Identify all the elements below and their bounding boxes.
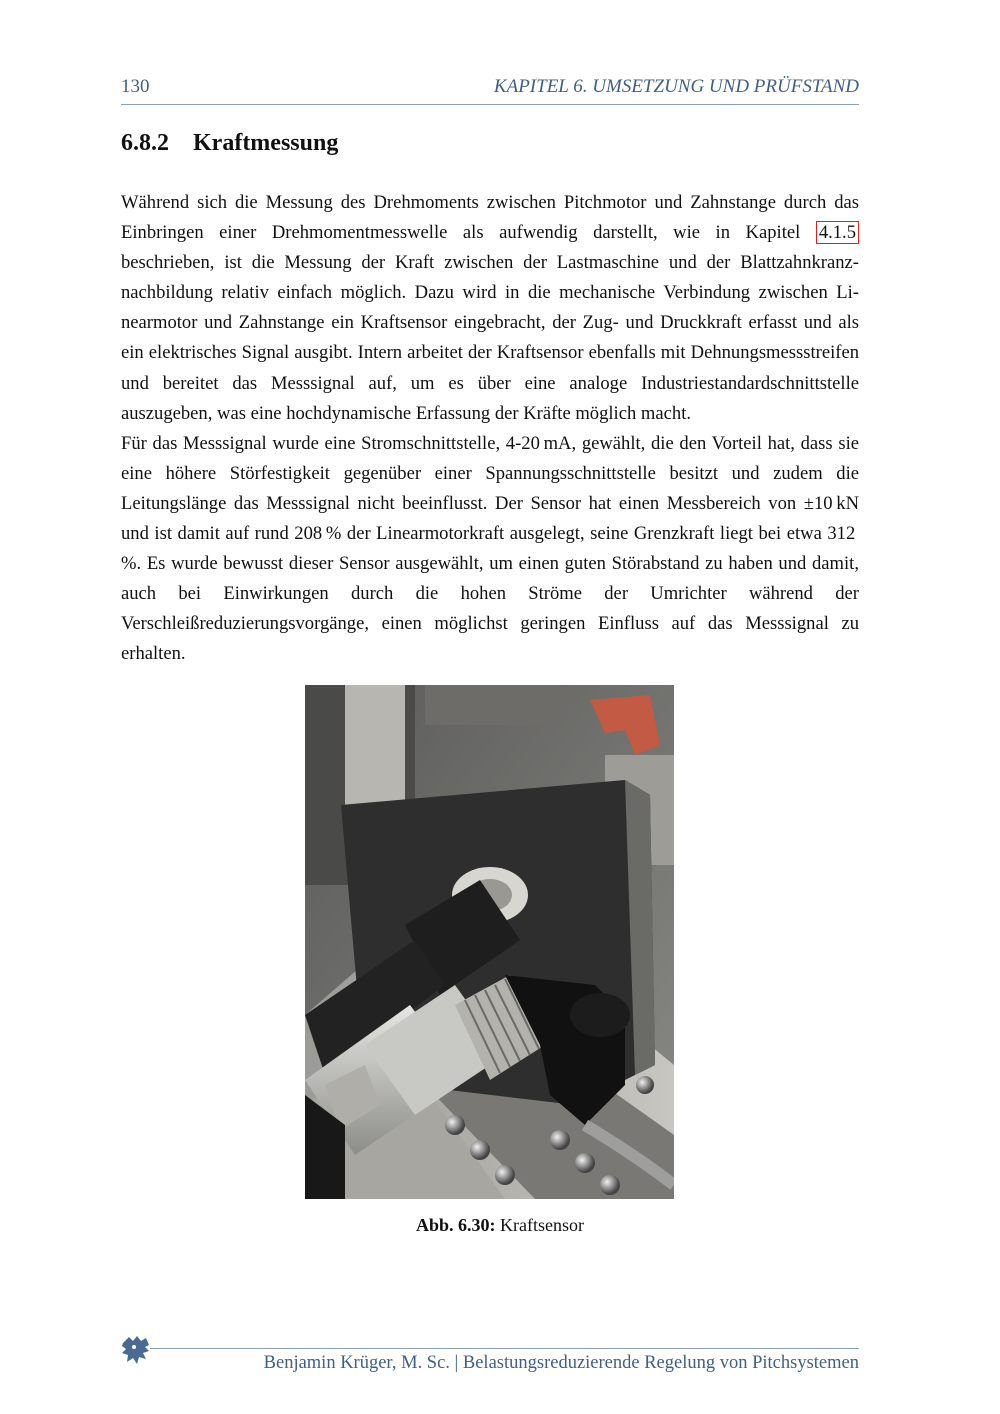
chapter-reference-link[interactable]: 4.1.5	[816, 221, 859, 244]
paragraph-1	[121, 188, 859, 429]
figure-caption-text: Kraftsensor	[500, 1215, 584, 1235]
paragraph-2: Für das Messsignal wurde eine Stromschnittstelle, 4-20 mA, gewählt, die den Vorteil hat, dass sie eine höhere Störfestigkeit gegenüber einer Spannungsschnittstelle besitzt und zudem die Leitungslänge das Messsignal nicht beeinflusst. Der Sensor hat einen Messbereich von ±10 kN und ist damit auf rund 208 % der Linearmotorkraft ausgelegt, seine Grenzkraft liegt bei etwa 312 %. Es wurde bewusst dieser Sensor ausgewählt, um einen guten Störabstand zu haben und damit, auch bei Einwirkungen durch die hohen Ströme der Umrichter während der Verschleißreduzierungsvorgänge, einen möglichst geringen Einfluss auf das Messsignal zu erhalten.	[121, 432, 859, 665]
footer-text: Benjamin Krüger, M. Sc. | Belastungsreduzierende Regelung von Pitchsystemen	[263, 1353, 859, 1373]
section-number: 6.8.2	[121, 130, 169, 156]
chapter-title: KAPITEL 6. UMSETZUNG UND PRÜFSTAND	[493, 76, 859, 97]
page-number: 130	[121, 76, 150, 97]
footer-rule	[150, 1348, 859, 1349]
paragraph-1-text-b: beschrieben, ist die Messung der Kraft zwischen der Lastmaschine und der Blattzahnkranznachbildung relativ einfach möglich. Dazu wird in die mechanische Verbindung zwischen Linearmotor und Zahnstange ein Kraftsensor eingebracht, der Zug- und Druckkraft erfasst und als ein elektrisches Signal ausgibt. Intern arbeitet der Kraftsensor ebenfalls mit Dehnungsmessstreifen und bereitet das Messsignal auf, um es über eine analoge Industriestandardschnittstelle auszugeben, was eine hochdynamische Erfassung der Kräfte möglich macht.	[121, 252, 859, 424]
section-title: Kraftmessung	[193, 130, 339, 156]
page-header	[121, 76, 859, 105]
figure-label: Abb. 6.30:	[416, 1215, 496, 1235]
paragraph-1-text-a: Während sich die Messung des Drehmoments zwischen Pitchmotor und Zahnstange durch das Einbringen einer Drehmomentmesswelle als aufwendig darstellt, wie in Kapitel	[121, 192, 859, 244]
force-sensor-photo	[305, 685, 674, 1199]
section-heading	[121, 130, 338, 157]
lion-crest-icon	[119, 1333, 153, 1367]
figure-caption	[0, 1215, 1000, 1236]
body-text	[121, 188, 859, 670]
